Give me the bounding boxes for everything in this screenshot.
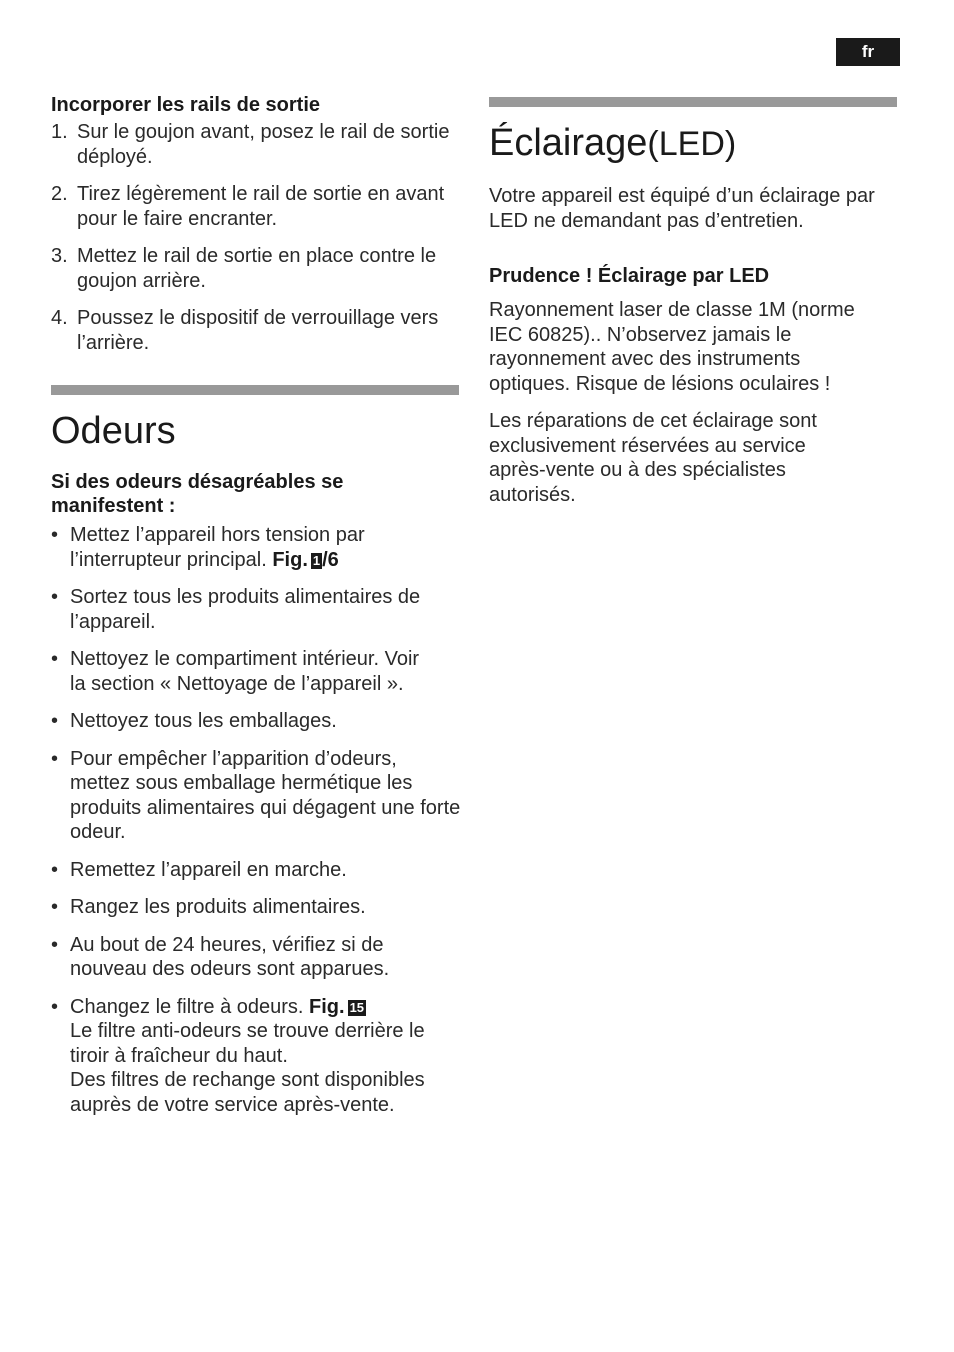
step-item <box>51 120 461 169</box>
step-text: Poussez le dispositif de verrouillage vers l’arrière. <box>77 307 439 354</box>
step-number: 1. <box>51 121 68 143</box>
item-text: Mettez l’appareil hors tension par l’interrupteur principal. <box>70 524 365 571</box>
step-number: 2. <box>51 183 68 205</box>
step-item <box>51 244 461 293</box>
step-number: 3. <box>51 245 68 267</box>
list-item <box>51 523 461 572</box>
step-item <box>51 182 461 231</box>
list-item <box>51 995 461 1118</box>
eclairage-title-suffix: (LED) <box>647 125 737 163</box>
item-text: Sortez tous les produits alimentaires de l’appareil. <box>70 586 421 633</box>
bullet: • <box>51 710 59 732</box>
eclairage-title-main: Éclairage <box>489 122 648 164</box>
list-item <box>51 858 461 883</box>
list-item <box>51 747 461 845</box>
odeurs-list <box>51 523 461 1117</box>
item-text: Rangez les produits alimentaires. <box>70 896 366 918</box>
item-text: Nettoyez le compartiment intérieur. Voir la section « Nettoyage de l’appareil ». <box>70 648 420 695</box>
item-text: Changez le filtre à odeurs. <box>70 995 304 1018</box>
bullet: • <box>51 896 59 918</box>
figure-number-badge: 1 <box>312 552 321 568</box>
bullet: • <box>51 524 59 546</box>
item-text: Nettoyez tous les emballages. <box>70 710 337 732</box>
section-rule <box>51 385 459 395</box>
language-tag: fr <box>836 38 900 66</box>
list-item <box>51 647 425 696</box>
figure-suffix: /6 <box>322 548 339 571</box>
right-column <box>489 97 899 507</box>
caution-text: Rayonnement laser de classe 1M (norme IEC 60825).. N’observez jamais le rayonnement avec des instruments optiques. Risque de lésions oculaires ! <box>489 299 855 395</box>
figure-reference: Fig. <box>309 995 345 1018</box>
odeurs-section <box>51 385 461 1117</box>
list-item <box>51 585 461 634</box>
figure-number-badge: 15 <box>349 999 365 1015</box>
figure-reference: Fig. <box>272 548 308 571</box>
caution-heading: Prudence ! Éclairage par LED <box>489 265 770 287</box>
item-text: Au bout de 24 heures, vérifiez si de nouveau des odeurs sont apparues. <box>70 933 390 980</box>
step-text: Tirez légèrement le rail de sortie en avant pour le faire encranter. <box>77 183 445 230</box>
item-extra-text: Le filtre anti-odeurs se trouve derrière le tiroir à fraîcheur du haut. <box>70 1020 425 1067</box>
step-number: 4. <box>51 307 68 329</box>
bullet: • <box>51 858 59 881</box>
eclairage-section <box>489 97 899 507</box>
section-rule <box>489 97 897 107</box>
left-column <box>51 93 461 1130</box>
eclairage-title <box>489 121 899 166</box>
bullet: • <box>51 995 59 1018</box>
rails-steps <box>51 120 461 355</box>
step-item <box>51 306 461 355</box>
bullet: • <box>51 648 59 670</box>
step-text: Mettez le rail de sortie en place contre le goujon arrière. <box>77 245 437 292</box>
list-item <box>51 933 461 982</box>
repair-text: Les réparations de cet éclairage sont exclusivement réservées au service après-vente ou à des spécialistes autorisés. <box>489 410 817 506</box>
list-item <box>51 709 461 734</box>
rails-section <box>51 93 461 355</box>
list-item <box>51 895 461 920</box>
item-text: Remettez l’appareil en marche. <box>70 858 347 881</box>
item-extra-text: Des filtres de rechange sont disponibles auprès de votre service après-vente. <box>70 1069 425 1116</box>
rails-heading: Incorporer les rails de sortie <box>51 94 320 116</box>
eclairage-intro: Votre appareil est équipé d’un éclairage par LED ne demandant pas d’entretien. <box>489 185 875 232</box>
bullet: • <box>51 933 59 956</box>
odeurs-subtitle: Si des odeurs désagréables se manifestent : <box>51 471 344 517</box>
bullet: • <box>51 586 59 608</box>
odeurs-title: Odeurs <box>51 410 176 452</box>
step-text: Sur le goujon avant, posez le rail de sortie déployé. <box>77 121 450 168</box>
bullet: • <box>51 747 59 770</box>
item-text: Pour empêcher l’apparition d’odeurs, mettez sous emballage hermétique les produits alimentaires qui dégagent une forte odeur. <box>70 747 461 843</box>
